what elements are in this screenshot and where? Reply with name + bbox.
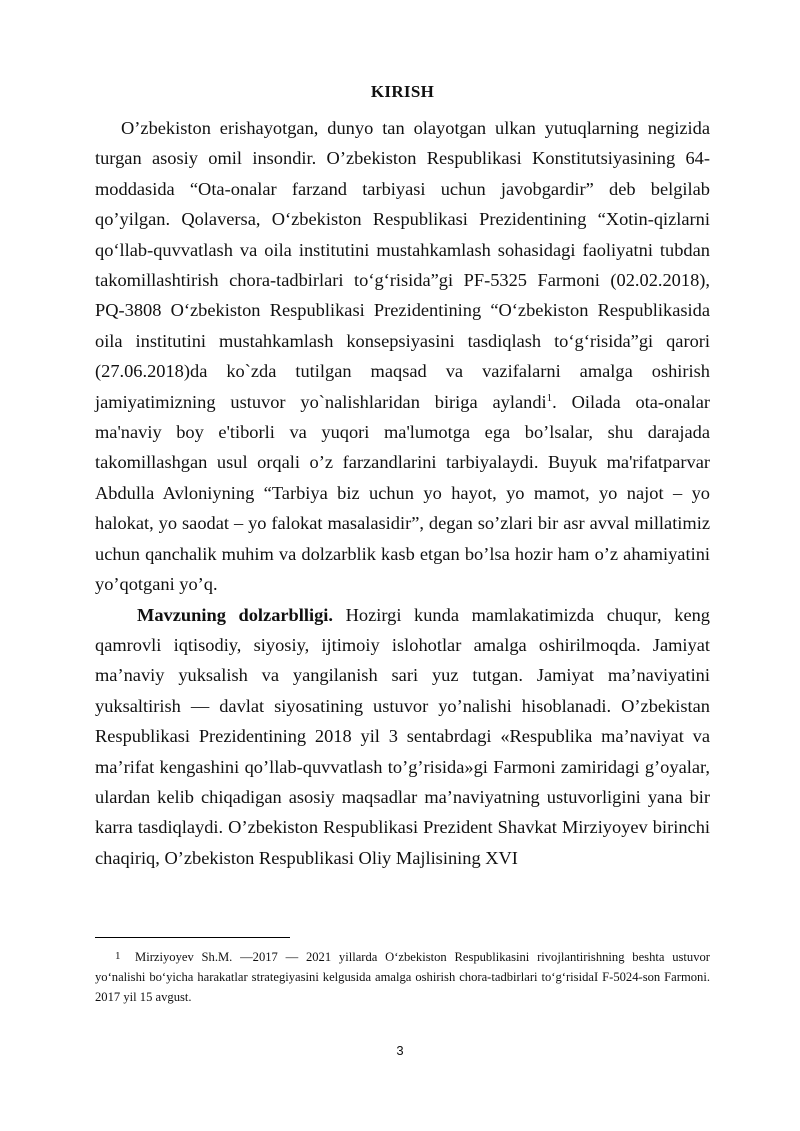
intro-text-part-1: O’zbekiston erishayotgan, dunyo tan olayotgan ulkan yutuqlarning negizida turgan asosiy omil insondir. O’zbekiston Respublikasi Konstitutsiyasining 64-moddasida “Ota-onalar farzand tarbiyasi uchun javobgardir” deb belgilab qo’yilgan. Qolaversa, O‘zbekiston Respublikasi Prezidentining “Xotin-qizlarni qo‘llab-quvvatlash va oila institutini mustahkamlash sohasidagi faoliyatni tubdan takomillashtirish chora-tadbirlari to‘g‘risida”gi PF-5325 Farmoni (02.02.2018), PQ-3808 O‘zbekiston Respublikasi Prezidentining “O‘zbekiston Respublikasida oila institutini mustahkamlash konsepsiyasini tasdiqlash to‘g‘risida”gi qarori (27.06.2018)da ko`zda tutilgan maqsad va vazifalarni amalga oshirish jamiyatimizning ustuvor yo`nalishlaridan biriga aylandi <box>95 118 710 412</box>
page-number: 3 <box>396 1043 404 1058</box>
page-title: KIRISH <box>370 82 435 101</box>
intro-text-part-2: . Oilada ota-onalar ma'naviy boy e'tiborli va yuqori ma'lumotga ega bo’lsalar, shu darajada takomillashgan usul orqali o’z farzandlarini tarbiyalaydi. Buyuk ma'rifatparvar Abdulla Avloniyning “Tarbiya biz uchun yo hayot, yo mamot, yo najot – yo halokat, yo saodat – yo falokat masalasidir”, degan so’zlari bir asr avval millatimiz uchun qanchalik muhim va dolzarblik kasb etgan bo’lsa hozir ham o’z ahamiyatini yo’qotgani yo’q. <box>95 391 710 595</box>
footnote-reference[interactable]: 1 <box>546 391 553 404</box>
intro-paragraph <box>95 113 710 600</box>
footnote-marker: 1 <box>115 950 121 962</box>
footnote-text: Mirziyoyev Sh.M. ―2017 — 2021 yillarda O‘zbekiston Respublikasini rivojlantirishning beshta ustuvor yo‘nalishi bo‘yicha harakatlar strategiyasini kelgusida amalga oshirish chora-tadbirlari to‘g‘risidaI F-5024-son Farmoni. 2017 yil 15 avgust. <box>95 950 710 1004</box>
body-text <box>95 113 710 873</box>
relevance-text: Hozirgi kunda mamlakatimizda chuqur, keng qamrovli iqtisodiy, siyosiy, ijtimoiy islohotlar amalga oshirilmoqda. Jamiyat ma’naviy yuksalish va yangilanish sari yuz tutgan. Jamiyat ma’naviyatini yuksaltirish — davlat siyosatining ustuvor yo’nalishi hisoblanadi. O’zbekistan Respublikasi Prezidentining 2018 yil 3 sentabrdagi «Respublika ma’naviyat va ma’rifat kengashini qo’llab-quvvatlash to’g’risida»gi Farmoni zamiridagi g’oyalar, ulardan kelib chiqadigan asosiy maqsadlar ma’naviyatning ustuvorligini yana bir karra tasdiqlaydi. O’zbekiston Respublikasi Prezident Shavkat Mirziyoyev birinchi chaqiriq, O’zbekiston Respublikasi Oliy Majlisining XVI <box>95 604 711 868</box>
footnote <box>95 946 710 1007</box>
relevance-paragraph <box>95 600 710 874</box>
relevance-heading: Mavzuning dolzarblligi. <box>137 604 334 625</box>
footnote-divider <box>95 937 290 938</box>
